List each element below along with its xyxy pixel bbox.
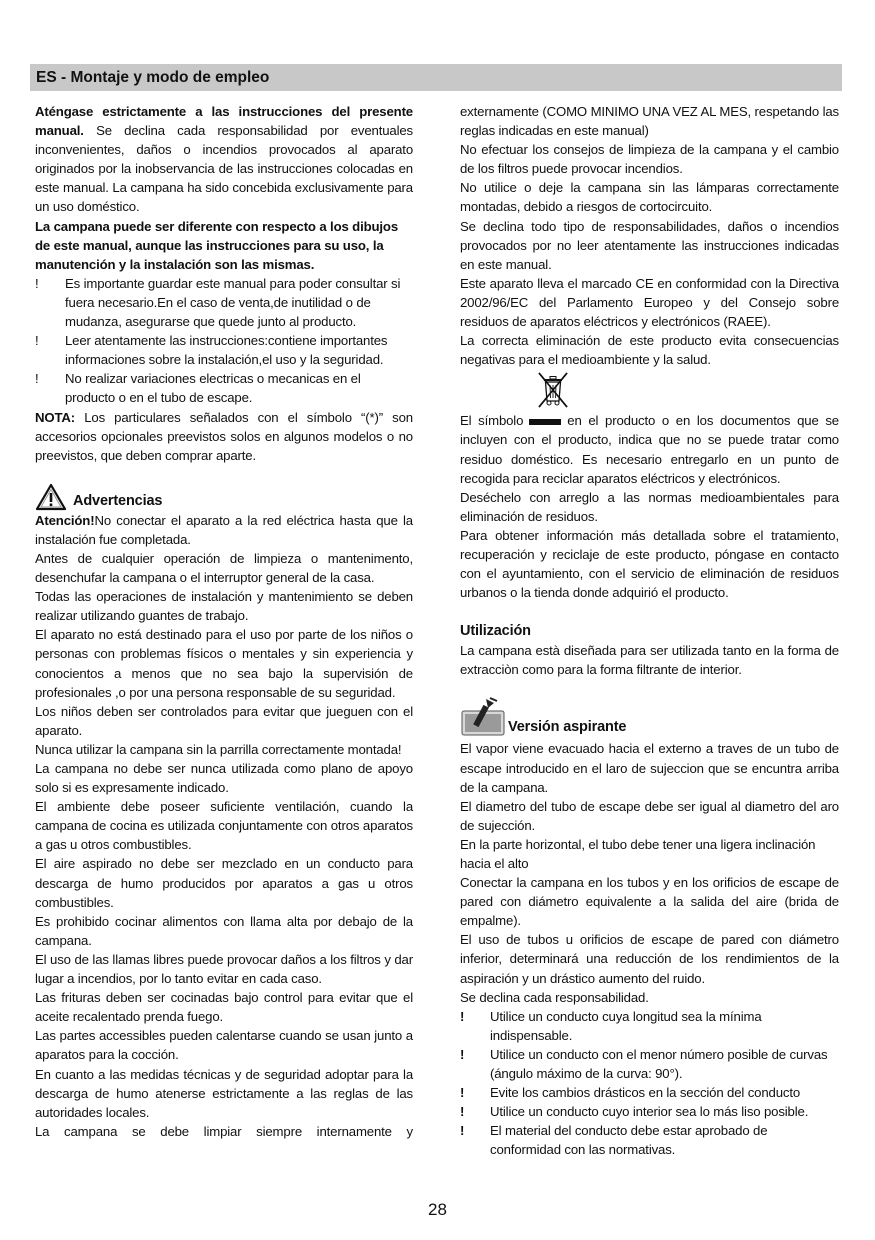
- paragraph: El aparato no está destinado para el uso por parte de los niños o personas con problemas físicos o mentales y sin experiencia y conocientos a menos que no sea bajo la supervisión de profesionales ,o por una persona responsable de su seguridad.: [35, 627, 413, 700]
- list-item: ! Utilice un conducto cuya longitud sea la mínima indispensable.: [460, 1008, 762, 1043]
- paragraph: El diametro del tubo de escape debe ser igual al diametro del aro de sujección.: [460, 798, 839, 833]
- list-item: ! Utilice un conducto con el menor número posible de curvas (ángulo máximo de la curva: 90°).: [460, 1046, 828, 1082]
- crossed-bin-icon: [533, 371, 573, 409]
- list-item: ! No realizar variaciones electricas o mecanicas en el producto o en el tubo de escape.: [35, 371, 361, 406]
- paragraph: Todas las operaciones de instalación y mantenimiento se deben realizar utilizando guantes de trabajo.: [35, 589, 413, 624]
- paragraph: Es prohibido cocinar alimentos con llama alta por debajo de la campana.: [35, 913, 413, 948]
- utilizacion-text: La campana està diseñada para ser utilizada tanto en la forma de extracciòn como para la forma filtrante de interior.: [460, 643, 839, 678]
- intro-paragraph: [35, 102, 413, 217]
- utilizacion-title: Utilización: [460, 623, 531, 640]
- weee-symbol-wrap: [460, 369, 839, 411]
- warnings-heading: [35, 481, 413, 511]
- black-bar-symbol: [529, 419, 561, 425]
- paragraph: externamente (COMO MINIMO UNA VEZ AL MES, respetando las reglas indicadas en este manual): [460, 104, 839, 139]
- paragraph: Se declina todo tipo de responsabilidades, daños o incendios provocados por no leer atentamente las instrucciones indicadas en este manual.: [460, 218, 839, 272]
- list-item: ! El material del conducto debe estar aprobado de conformidad con las normativas.: [460, 1123, 768, 1158]
- paragraph: Se declina cada responsabilidad.: [460, 989, 649, 1005]
- paragraph: La campana se debe limpiar siempre internamente y: [35, 1123, 413, 1139]
- paragraph: El uso de tubos u orificios de escape de pared con diámetro inferior, determinará una reducción de los rendimientos de la aspiración y un drástico aumento del ruido.: [460, 932, 839, 986]
- paragraph: No efectuar los consejos de limpieza de la campana y el cambio de los filtros puede provocar incendios.: [460, 142, 839, 177]
- paragraph: Antes de cualquier operación de limpieza o mantenimento, desenchufar la campana o el interruptor general de la casa.: [35, 550, 413, 586]
- list-item: ! Evite los cambios drásticos en la sección del conducto: [460, 1085, 801, 1101]
- ducted-hood-icon: [460, 697, 506, 737]
- list-item: ! Utilice un conducto cuyo interior sea lo más liso posible.: [460, 1104, 809, 1120]
- paragraph: Para obtener información más detallada sobre el tratamiento, recuperación y reciclaje de este producto, póngase en contacto con el ayuntamiento, con el servicio de eliminación de residuos urbanos o la tienda donde adquirió el producto.: [460, 527, 839, 601]
- right-column: [460, 102, 839, 1160]
- aspirante-title: Versión aspirante: [508, 719, 627, 736]
- paragraph: No utilice o deje la campana sin las lámparas correctamente montadas, debido a riesgos de cortocircuito.: [460, 180, 839, 215]
- list-item: ! Es importante guardar este manual para poder consultar si fuera necesario.En el caso de venta,de inutilidad o de mudanza, asegurarse que quede junto al producto.: [35, 275, 401, 330]
- page-number: 28: [428, 1200, 447, 1219]
- paragraph: Este aparato lleva el marcado CE en conformidad con la Directiva 2002/96/EC del Parlamento Europeo y del Consejo sobre residuos de aparatos eléctricos y electrónicos (RAEE).: [460, 275, 839, 330]
- paragraph: El ambiente debe poseer suficiente ventilación, cuando la campana de cocina es utilizada conjuntamente con otros aparatos a gas u otros combustibles.: [35, 799, 413, 853]
- warning-icon: [35, 483, 67, 511]
- intro-bold: Aténgase estrictamente a las instrucciones del presente manual.: [35, 104, 413, 139]
- paragraph: La campana no debe ser nunca utilizada como plano de apoyo solo si es expresamente indicado.: [35, 761, 413, 796]
- bold-note: La campana puede ser diferente con respecto a los dibujos de este manual, aunque las instrucciones para su uso, la manutención y la instalación son las mismas.: [35, 218, 399, 272]
- paragraph: Las frituras deben ser cocinadas bajo control para evitar que el aceite recalentado prenda fuego.: [35, 990, 413, 1025]
- paragraph: En la parte horizontal, el tubo debe tener una ligera inclinación hacia el alto: [460, 836, 816, 871]
- paragraph: El aire aspirado no debe ser mezclado en un conducto para descarga de humo producidos por aparatos a gas u otros combustibles.: [35, 856, 413, 910]
- paragraph: Conectar la campana en los tubos y en los orificios de escape de pared con diámetro equivalente a la salida del aire (brida de empalme).: [460, 875, 839, 929]
- aspirante-heading: [460, 701, 839, 737]
- paragraph: La correcta eliminación de este producto evita consecuencias negativas para el medioambiente y la salud.: [460, 333, 839, 368]
- section-header: [30, 64, 842, 91]
- symbol-paragraph: El símbolo en el producto o en los documentos que se incluyen con el producto, indica que no se puede tratar como residuo doméstico. Es necesario entregarlo en un punto de recogida para reciclar aparatos eléctricos y electrónicos.: [460, 413, 839, 486]
- warnings-title: Advertencias: [73, 492, 163, 509]
- paragraph: El vapor viene evacuado hacia el externo a traves de un tubo de escape introducido en el laro de sujeccion que se encuntra arriba de la campana.: [460, 741, 839, 795]
- paragraph: Nunca utilizar la campana sin la parrilla correctamente montada!: [35, 741, 402, 757]
- left-column: [35, 102, 413, 1141]
- nota-paragraph: NOTA: Los particulares señalados con el símbolo “(*)” son accesorios opcionales preevistos solos en algunos modelos o no preevistos, que deben comprar aparte.: [35, 409, 413, 463]
- paragraph: En cuanto a las medidas técnicas y de seguridad adoptar para la descarga de humo atenerse estrictamente a las reglas de las autoridades locales.: [35, 1066, 413, 1120]
- paragraph: Las partes accessibles pueden calentarse cuando se usan junto a aparatos para la cocción.: [35, 1028, 413, 1063]
- section-title: ES - Montaje y modo de empleo: [36, 69, 270, 86]
- paragraph: El uso de las llamas libres puede provocar daños a los filtros y dar lugar a incendios, por lo tanto evitar en cada caso.: [35, 951, 413, 987]
- atencion-paragraph: Atención!No conectar el aparato a la red eléctrica hasta que la instalación fue completada.: [35, 512, 413, 547]
- paragraph: Los niños deben ser controlados para evitar que jueguen con el aparato.: [35, 703, 413, 738]
- intro-text: Se declina cada responsabilidad por eventuales inconvenientes, daños o incendios provocados al aparato originados por la inobservancia de las instrucciones colocadas en este manual. La campana ha sido concebida exclusivamente para un uso doméstico.: [35, 123, 413, 215]
- paragraph: Deséchelo con arreglo a las normas medioambientales para eliminación de residuos.: [460, 489, 839, 524]
- list-item: ! Leer atentamente las instrucciones:contiene importantes informaciones sobre la instalación,el uso y la seguridad.: [35, 333, 388, 368]
